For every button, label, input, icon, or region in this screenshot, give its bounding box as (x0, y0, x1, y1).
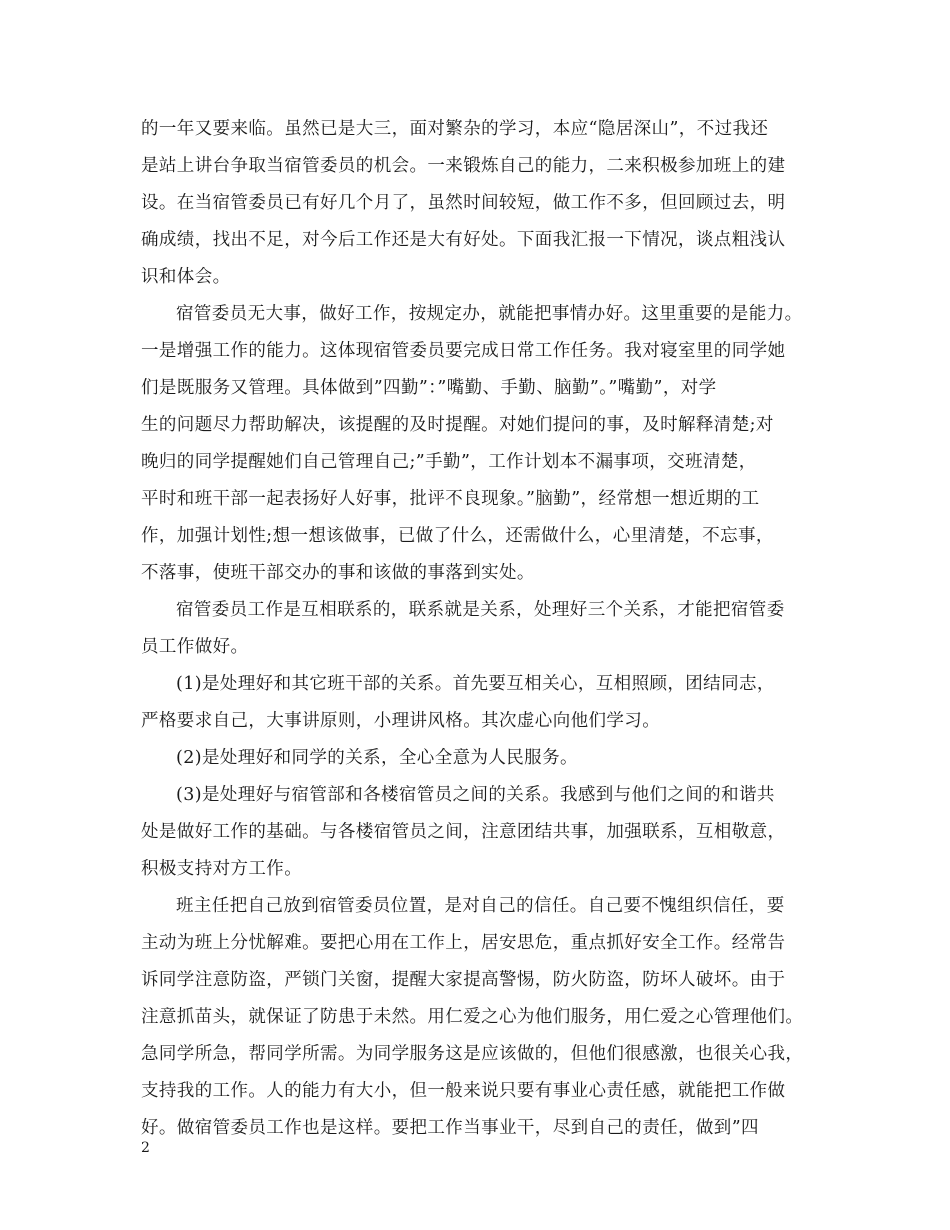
text-line: 积极支持对方工作。 (141, 859, 303, 879)
text-line: 不落事，使班干部交办的事和该做的事落到实处。 (141, 563, 535, 583)
text-line: 作，加强计划性;想一想该做事，已做了什么，还需做什么，心里清楚，不忘事， (141, 526, 774, 546)
text-line: 确成绩，找出不足，对今后工作还是大有好处。下面我汇报一下情况，谈点粗浅认 (141, 230, 786, 250)
text-line: 生的问题尽力帮助解决，该提醒的及时提醒。对她们提问的事，及时解释清楚;对 (141, 415, 774, 435)
text-line: 们是既服务又管理。具体做到”四勤”：”嘴勤、手勤、脑勤”。”嘴勤”，对学 (141, 378, 717, 398)
text-line: 设。在当宿管委员已有好几个月了，虽然时间较短，做工作不多，但回顾过去，明 (141, 193, 786, 213)
text-line: 处是做好工作的基础。与各楼宿管员之间，注意团结共事，加强联系，互相敬意， (141, 822, 786, 842)
text-line: 急同学所急，帮同学所需。为同学服务这是应该做的，但他们很感激，也很关心我， (141, 1044, 804, 1064)
text-line: 识和体会。 (141, 267, 231, 287)
text-line: 的一年又要来临。虽然已是大三，面对繁杂的学习，本应“隐居深山”，不过我还 (141, 119, 769, 139)
text-line: 支持我的工作。人的能力有大小，但一般来说只要有事业心责任感，就能把工作做 (141, 1081, 786, 1101)
text-line: 员工作做好。 (141, 637, 249, 657)
text-line: 诉同学注意防盗，严锁门关窗，提醒大家提高警惕，防火防盗，防坏人破坏。由于 (141, 970, 786, 990)
list-item-2: (2)是处理好和同学的关系，全心全意为人民服务。 (176, 748, 578, 768)
paragraph-first-line: 宿管委员工作是互相联系的，联系就是关系，处理好三个关系，才能把宿管委 (176, 600, 785, 620)
paragraph-first-line: 宿管委员无大事，做好工作，按规定办，就能把事情办好。这里重要的是能力。 (176, 304, 803, 324)
text-line: 注意抓苗头，就保证了防患于未然。用仁爱之心为他们服务，用仁爱之心管理他们。 (141, 1007, 804, 1027)
text-line: 平时和班干部一起表扬好人好事，批评不良现象。”脑勤”，经常想一想近期的工 (141, 489, 760, 509)
text-line: 晚归的同学提醒她们自己管理自己;”手勤”，工作计划本不漏事项，交班清楚， (141, 452, 757, 472)
list-item-3: (3)是处理好与宿管部和各楼宿管员之间的关系。我感到与他们之间的和谐共 (176, 785, 775, 805)
text-line: 主动为班上分忧解难。要把心用在工作上，居安思危，重点抓好安全工作。经常告 (141, 933, 786, 953)
text-line: 是站上讲台争取当宿管委员的机会。一来锻炼自己的能力，二来积极参加班上的建 (141, 156, 786, 176)
list-item-1: (1)是处理好和其它班干部的关系。首先要互相关心，互相照顾，团结同志， (176, 674, 775, 694)
paragraph-first-line: 班主任把自己放到宿管委员位置，是对自己的信任。自己要不愧组织信任，要 (176, 896, 785, 916)
text-line: 好。做宿管委员工作也是这样。要把工作当事业干，尽到自己的责任，做到”四 (141, 1118, 759, 1138)
text-line: 一是增强工作的能力。这体现宿管委员要完成日常工作任务。我对寝室里的同学她 (141, 341, 786, 361)
page-number: 2 (141, 1140, 150, 1156)
text-line: 严格要求自己，大事讲原则，小理讲风格。其次虚心向他们学习。 (141, 711, 661, 731)
